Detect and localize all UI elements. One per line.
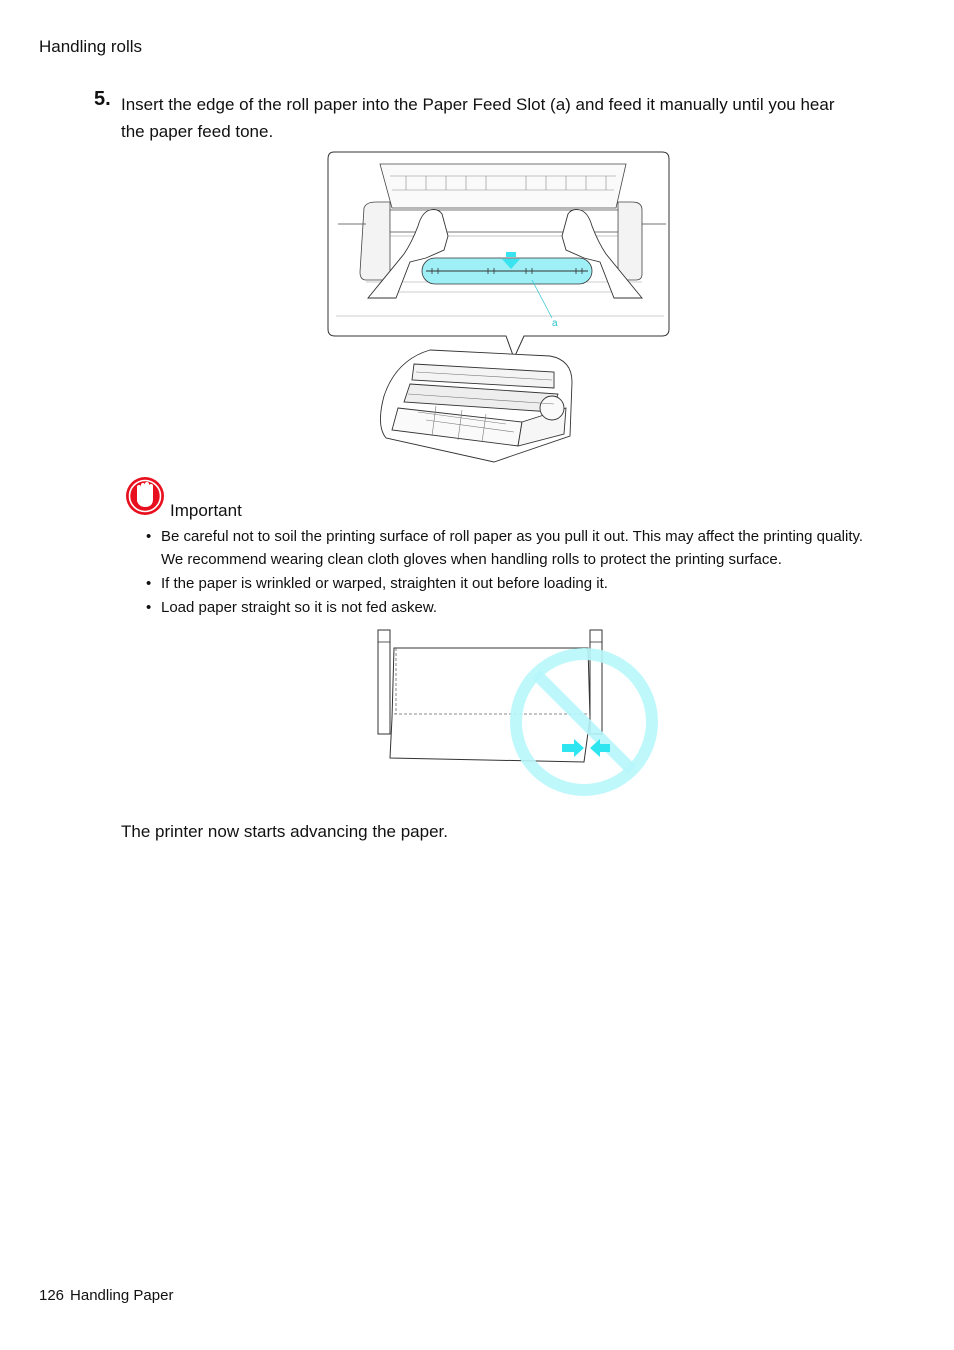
callout-label-a: a [552, 318, 558, 329]
footer-section: Handling Paper [70, 1287, 174, 1304]
stop-hand-icon [124, 475, 166, 517]
step-text: Insert the edge of the roll paper into the Paper Feed Slot (a) and feed it manually until you hear the paper feed tone. [121, 95, 835, 141]
askew-paper-illustration [366, 626, 666, 804]
list-item-text: Be careful not to soil the printing surface of roll paper as you pull it out. This may affect the printing quality. We recommend wearing clean cloth gloves when handling rolls to protect the printing surface. [161, 528, 864, 568]
important-list [146, 525, 886, 620]
page-footer [39, 1287, 173, 1304]
paper-feed-illustration [326, 150, 672, 464]
step-number: 5. [94, 88, 111, 110]
list-item-text: Load paper straight so it is not fed askew. [161, 599, 437, 616]
bullet: • [146, 575, 152, 592]
running-header: Handling rolls [39, 37, 142, 56]
list-item [146, 596, 886, 619]
list-item [146, 525, 886, 571]
result-text: The printer now starts advancing the paper. [121, 822, 448, 841]
important-title: Important [170, 501, 242, 520]
bullet: • [146, 528, 152, 545]
page-number: 126 [39, 1287, 65, 1304]
bullet: • [146, 599, 152, 616]
list-item-text: If the paper is wrinkled or warped, straighten it out before loading it. [161, 575, 608, 592]
list-item [146, 572, 886, 595]
